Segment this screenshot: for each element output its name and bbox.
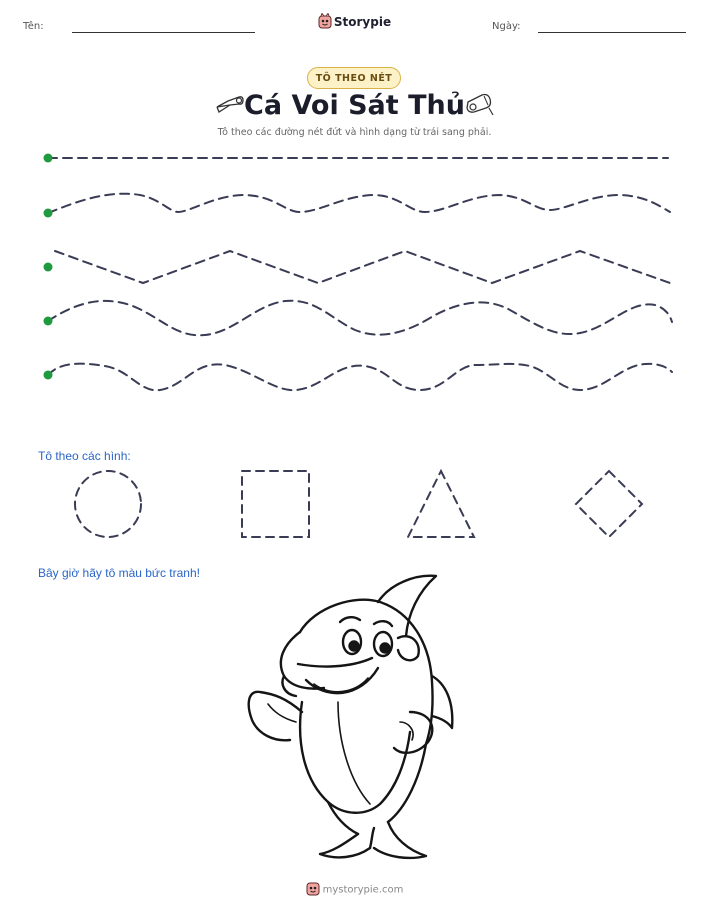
whistle-icon <box>462 92 496 122</box>
trace-line-wave-2 <box>48 301 672 336</box>
orca-illustration <box>240 572 480 864</box>
trace-line-zigzag <box>55 251 670 283</box>
tracing-shapes <box>0 460 709 550</box>
shape-diamond <box>576 471 642 537</box>
shapes-section-label: Tô theo các hình: <box>38 449 131 463</box>
start-dot <box>44 317 53 326</box>
shape-circle <box>75 471 141 537</box>
storypie-logo-icon <box>318 13 332 32</box>
shape-square <box>242 471 309 537</box>
date-field[interactable] <box>538 32 686 33</box>
shape-triangle <box>408 471 474 537</box>
coloring-section-label: Bây giờ hãy tô màu bức tranh! <box>38 566 200 580</box>
page-title: Cá Voi Sát Thủ <box>244 90 465 121</box>
trace-line-wave-1 <box>48 194 670 213</box>
start-dot <box>44 209 53 218</box>
brand <box>0 13 709 32</box>
brand-name: Storypie <box>333 15 392 29</box>
instructions: Tô theo các đường nét đứt và hình dạng từ trái sang phải. <box>217 127 492 138</box>
name-label: Tên: <box>23 21 44 32</box>
start-dot <box>44 263 53 272</box>
activity-badge: TÔ THEO NÉT <box>307 67 401 89</box>
tracing-lines <box>0 140 709 405</box>
date-label: Ngày: <box>492 21 521 32</box>
start-dot <box>44 154 53 163</box>
footer <box>0 880 709 899</box>
footer-url[interactable]: mystorypie.com <box>322 884 404 896</box>
trace-line-wave-3 <box>48 364 672 391</box>
storypie-logo-icon <box>306 880 320 899</box>
name-field[interactable] <box>72 32 255 33</box>
start-dot <box>44 371 53 380</box>
